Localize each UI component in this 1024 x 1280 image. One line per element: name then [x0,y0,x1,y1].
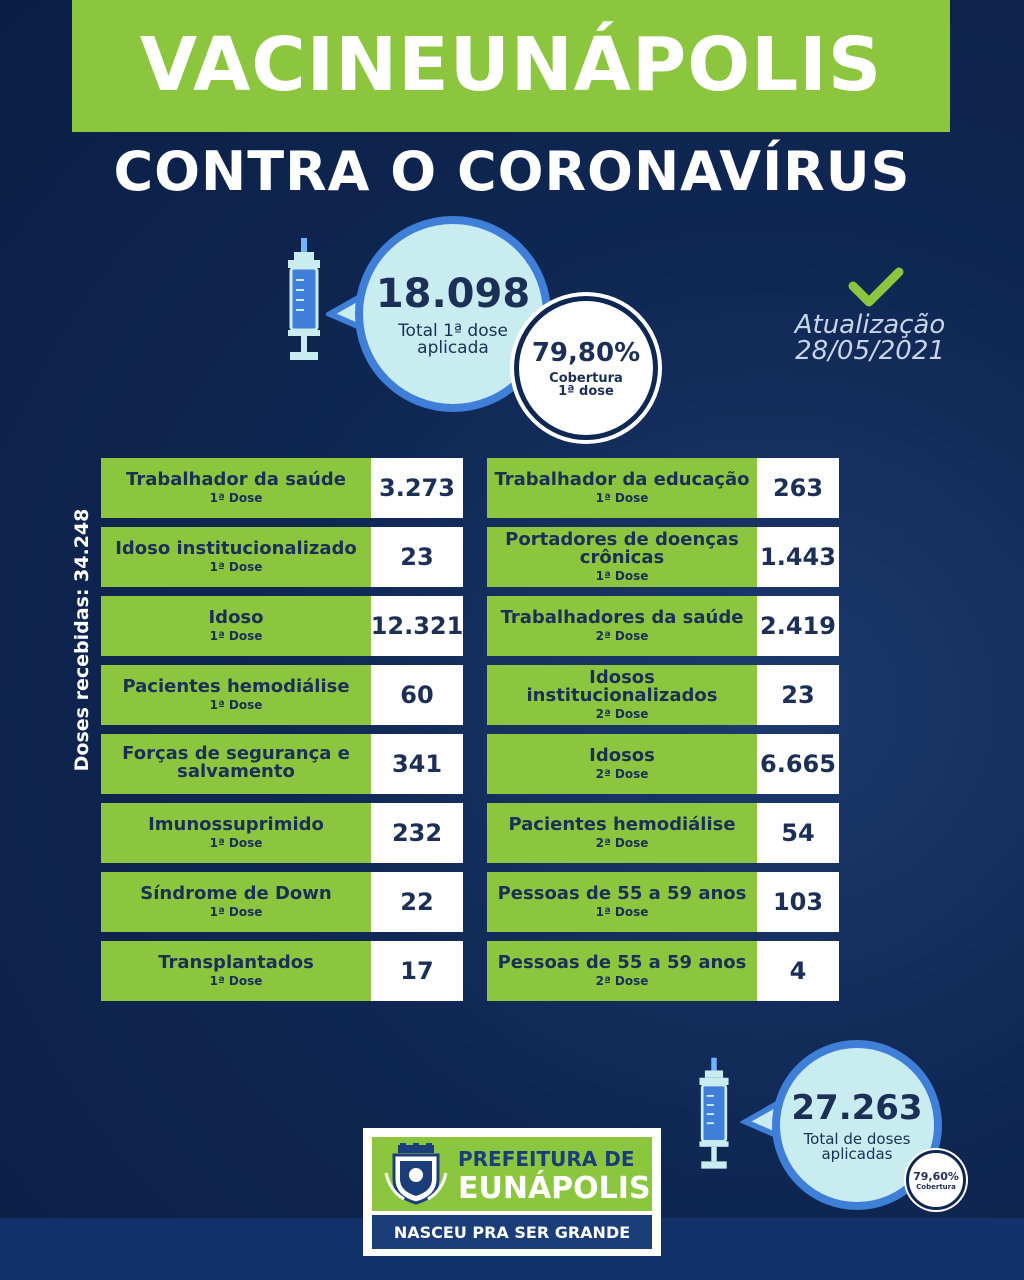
row-name: Pessoas de 55 a 59 anos [497,883,747,904]
syringe-icon [694,1054,734,1176]
row-label-cell [487,665,757,725]
first-dose-total: 18.098 [375,271,531,317]
first-dose-coverage-circle [514,296,658,440]
page-title: VACINEUNÁPOLIS [139,22,883,108]
row-value: 232 [371,803,463,863]
row-value: 17 [371,941,463,1001]
update-info [760,312,980,364]
table-row [101,458,463,518]
table-row [487,665,839,725]
row-name: Forças de segurança e salvamento [122,743,350,782]
coverage-label-1: Cobertura [549,371,623,386]
row-label-cell [487,596,757,656]
total-coverage-circle [906,1150,966,1210]
row-name: Pacientes hemodiálise [508,814,736,835]
city-crest-icon [384,1143,448,1205]
table-row [101,803,463,863]
logo-line2: EUNÁPOLIS [458,1171,651,1206]
logo-slogan: NASCEU PRA SER GRANDE [372,1215,652,1249]
row-name: Portadores de doenças crônicas [505,529,739,568]
row-label-cell [101,665,371,725]
row-value: 23 [757,665,839,725]
row-dose: 1ª Dose [209,698,263,712]
row-value: 341 [371,734,463,794]
row-label-cell [101,734,371,794]
row-name: Trabalhadores da saúde [500,607,744,628]
doses-received-label: Doses recebidas: 34.248 [71,508,93,772]
row-value: 1.443 [757,527,839,587]
syringe-icon [282,236,326,366]
prefeitura-logo [363,1128,661,1256]
row-value: 2.419 [757,596,839,656]
table-row [487,596,839,656]
table-row [101,596,463,656]
row-name: Imunossuprimido [148,814,324,835]
row-name: Trabalhador da saúde [126,469,346,490]
row-value: 263 [757,458,839,518]
row-dose: 2ª Dose [595,974,649,988]
row-label-cell [101,941,371,1001]
first-dose-label-1: Total 1ª dose [398,321,508,341]
table-row [101,941,463,1001]
row-name: Idoso institucionalizado [115,538,357,559]
table-row [487,872,839,932]
row-label-cell [487,872,757,932]
row-value: 103 [757,872,839,932]
logo-top [372,1137,652,1211]
row-label-cell [101,872,371,932]
table-row [487,734,839,794]
row-name: Idosos [589,745,655,766]
table-row [487,527,839,587]
table-row [101,527,463,587]
table-row [101,872,463,932]
row-value: 4 [757,941,839,1001]
row-value: 6.665 [757,734,839,794]
row-dose: 1ª Dose [209,560,263,574]
row-value: 12.321 [371,596,463,656]
row-value: 23 [371,527,463,587]
table-row [487,941,839,1001]
row-label-cell [487,734,757,794]
row-label-cell [487,803,757,863]
row-label-cell [101,458,371,518]
row-dose: 2ª Dose [595,707,649,721]
page-subtitle: CONTRA O CORONAVÍRUS [113,140,911,203]
row-name: Pessoas de 55 a 59 anos [497,952,747,973]
first-dose-label-2: aplicada [417,338,489,358]
total-doses-label-1: Total de doses [803,1130,911,1148]
row-dose: 1ª Dose [209,905,263,919]
row-value: 54 [757,803,839,863]
row-name: Idoso [208,607,264,628]
row-label-cell [487,527,757,587]
row-label-cell [487,941,757,1001]
row-value: 60 [371,665,463,725]
row-name: Idosos institucionalizados [526,667,718,706]
total-doses-label-2: aplicadas [821,1145,893,1163]
check-icon [848,266,904,308]
row-dose: 1ª Dose [595,491,649,505]
row-name: Trabalhador da educação [494,469,750,490]
row-value: 22 [371,872,463,932]
row-dose: 2ª Dose [595,629,649,643]
table-row [101,734,463,794]
update-label: Atualização [794,310,946,340]
table-row [487,803,839,863]
row-dose: 1ª Dose [595,905,649,919]
row-label-cell [101,803,371,863]
logo-line1: PREFEITURA DE [458,1147,635,1171]
total-coverage-label: Cobertura [916,1182,956,1191]
total-doses-value: 27.263 [791,1088,923,1128]
row-name: Síndrome de Down [140,883,332,904]
row-label-cell [101,527,371,587]
row-label-cell [101,596,371,656]
row-dose: 1ª Dose [209,836,263,850]
row-value: 3.273 [371,458,463,518]
first-dose-coverage: 79,80% [531,338,641,368]
row-name: Transplantados [158,952,314,973]
update-date: 28/05/2021 [795,336,945,366]
row-dose: 2ª Dose [595,836,649,850]
table-row [101,665,463,725]
table-row [487,458,839,518]
row-name: Pacientes hemodiálise [122,676,350,697]
row-dose: 1ª Dose [595,569,649,583]
row-label-cell [487,458,757,518]
row-dose: 2ª Dose [595,767,649,781]
row-dose: 1ª Dose [209,491,263,505]
coverage-label-2: 1ª dose [558,384,614,399]
total-coverage: 79,60% [913,1169,959,1183]
row-dose: 1ª Dose [209,629,263,643]
row-dose: 1ª Dose [209,974,263,988]
